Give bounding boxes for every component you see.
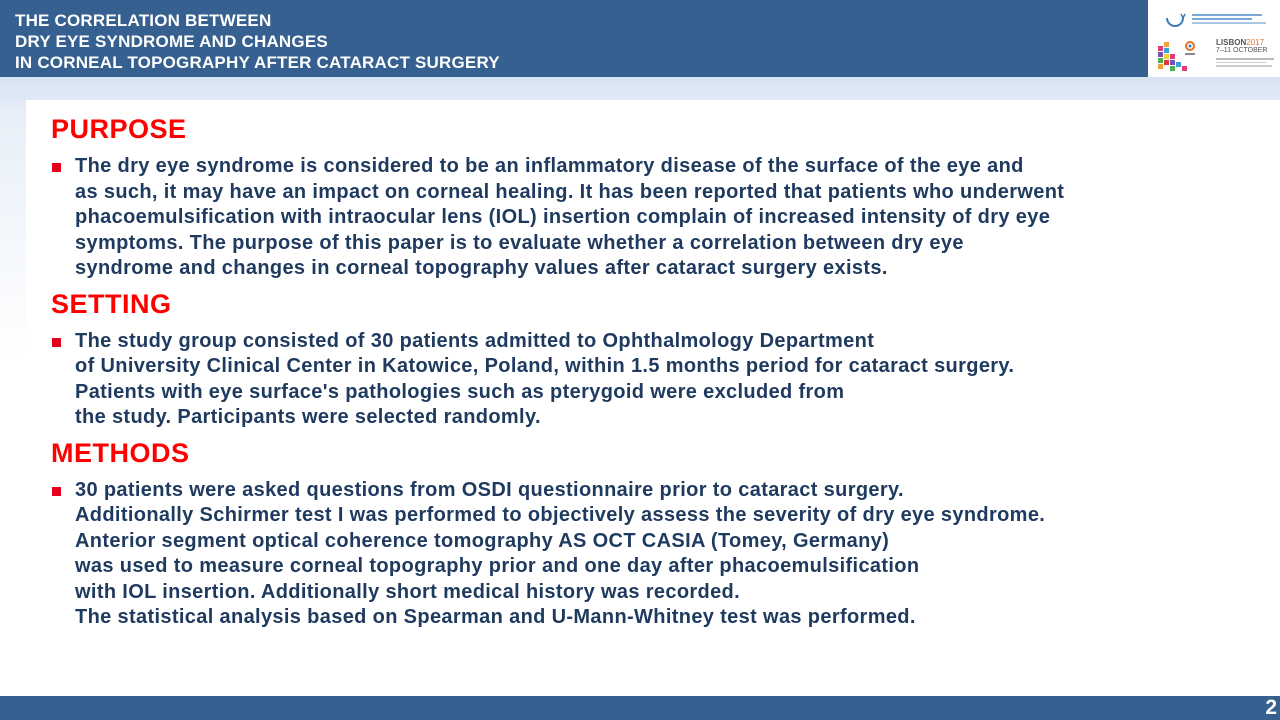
footer-bar: [0, 696, 1280, 720]
congress-year: 2017: [1246, 38, 1265, 47]
bullet-item: [51, 329, 1276, 431]
bullet-square-icon: [52, 163, 61, 172]
section-heading: SETTING: [51, 288, 172, 319]
congress-fine-print: [1216, 56, 1278, 68]
section-purpose: [51, 113, 1276, 282]
section-heading: METHODS: [51, 437, 190, 468]
university-logo-text: [1192, 12, 1276, 32]
congress-dates: 7–11 OCTOBER: [1216, 47, 1268, 54]
text-line: The statistical analysis based on Spearman and U-Mann-Whitney test was performed.: [75, 606, 916, 628]
section-heading: PURPOSE: [51, 114, 187, 144]
title-line: DRY EYE SYNDROME AND CHANGES: [15, 32, 328, 51]
text-line: Anterior segment optical coherence tomography AS OCT CASIA (Tomey, Germany): [75, 529, 890, 552]
section-setting: [51, 288, 1276, 431]
text-line: Patients with eye surface's pathologies such as pterygoid were excluded from: [75, 380, 845, 403]
text-line: phacoemulsification with intraocular lens (IOL) insertion complain of increased intensity of dry eye: [75, 206, 1051, 228]
text-line: The dry eye syndrome is considered to be an inflammatory disease of the surface of the eye and: [75, 155, 1024, 177]
bullet-square-icon: [52, 487, 61, 496]
text-line: of University Clinical Center in Katowice, Poland, within 1.5 months period for cataract surgery.: [75, 355, 1015, 377]
text-line: with IOL insertion. Additionally short medical history was recorded.: [75, 580, 741, 603]
header-bar: [0, 0, 1148, 77]
congress-logo: [1148, 0, 1280, 77]
bullet-square-icon: [52, 338, 61, 347]
text-line: symptoms. The purpose of this paper is to evaluate whether a correlation between dry eye: [75, 231, 964, 254]
text-line: as such, it may have an impact on corneal healing. It has been reported that patients who underwent: [75, 180, 1065, 203]
page-number: 2: [1265, 696, 1277, 719]
text-line: Additionally Schirmer test I was performed to objectively assess the severity of dry eye syndrome.: [75, 504, 1046, 526]
text-line: the study. Participants were selected randomly.: [75, 406, 541, 428]
slide-content: [51, 113, 1276, 637]
text-line: 30 patients were asked questions from OSDI questionnaire prior to cataract surgery.: [75, 478, 904, 501]
section-methods: [51, 437, 1276, 631]
text-line: The study group consisted of 30 patients admitted to Ophthalmology Department: [75, 329, 875, 352]
bullet-item: [51, 478, 1276, 631]
escrs-mark-icon: [1183, 40, 1197, 58]
title-line: IN CORNEAL TOPOGRAPHY AFTER CATARACT SURGERY: [15, 53, 500, 72]
title-line: THE CORRELATION BETWEEN: [15, 11, 272, 30]
slide-title: [15, 10, 500, 73]
university-logo-icon: [1164, 12, 1186, 30]
text-line: syndrome and changes in corneal topography values after cataract surgery exists.: [75, 257, 888, 279]
congress-name: [1216, 38, 1264, 47]
bullet-item: [51, 154, 1276, 282]
text-line: was used to measure corneal topography prior and one day after phacoemulsification: [75, 555, 920, 577]
congress-city: LISBON: [1216, 38, 1247, 47]
